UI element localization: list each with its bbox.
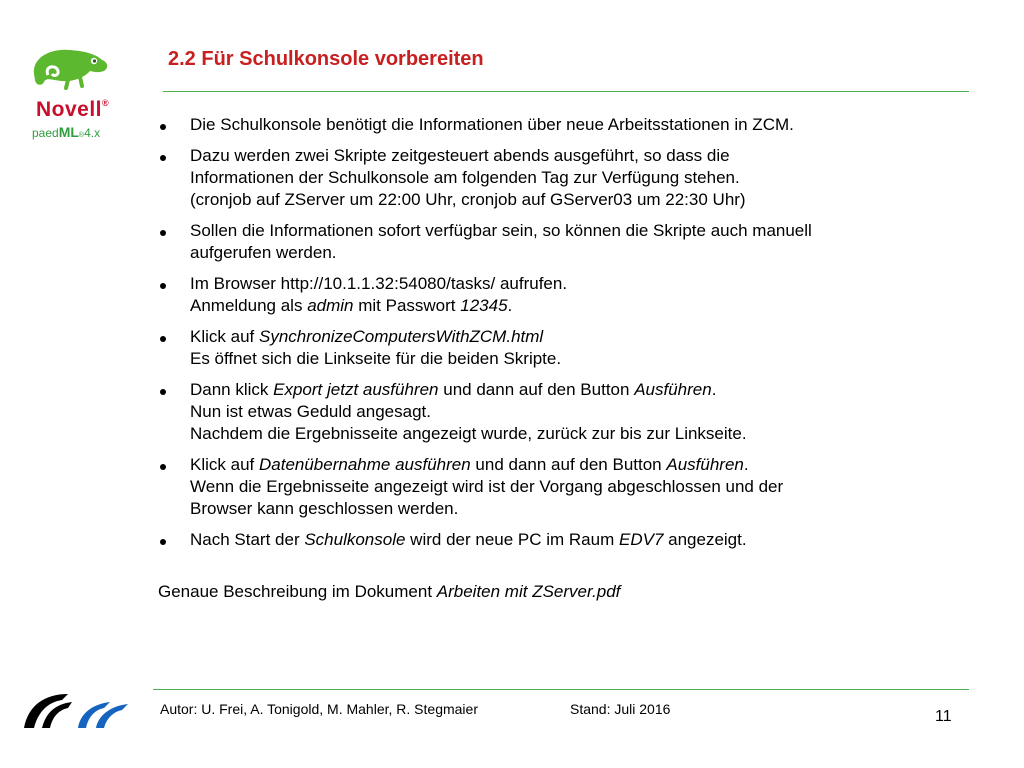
bullet-line: [190, 379, 968, 401]
bullet-item: [158, 114, 968, 136]
bullet-list: [158, 114, 968, 551]
text-segment: .: [711, 380, 717, 399]
header-divider: [163, 91, 969, 92]
italic-term: EDV7: [618, 530, 664, 549]
bullet-line: [190, 273, 968, 295]
bullet-line: [190, 423, 968, 445]
text-segment: Dann klick: [190, 380, 274, 399]
text-segment: Es öffnet sich die Linkseite für die beiden Skripte.: [190, 349, 562, 368]
bullet-item: [158, 326, 968, 370]
bullet-line: [190, 295, 968, 317]
text-segment: mit Passwort: [353, 296, 461, 315]
bullet-line: [190, 348, 968, 370]
slide-content: [158, 114, 968, 603]
footer-logo-icon: [22, 690, 132, 730]
footer-stand: Stand: Juli 2016: [570, 701, 671, 717]
slide-title: 2.2 Für Schulkonsole vorbereiten: [168, 48, 484, 70]
text-segment: und dann auf den Button: [470, 455, 667, 474]
italic-term: 12345: [460, 296, 508, 315]
bullet-item: [158, 145, 968, 211]
text-segment: Nachdem die Ergebnisseite angezeigt wurde, zurück zur bis zur Linkseite.: [190, 424, 747, 443]
italic-term: Schulkonsole: [304, 530, 406, 549]
text-segment: Nach Start der: [190, 530, 305, 549]
bullet-line: [190, 242, 968, 264]
bullet-line: [190, 476, 968, 498]
novell-logo: Novell®: [36, 98, 110, 121]
bullet-item: [158, 529, 968, 551]
bullet-line: [190, 401, 968, 423]
bullet-line: [190, 529, 968, 551]
bullet-item: [158, 379, 968, 445]
text-segment: Sollen die Informationen sofort verfügbar sein, so können die Skripte auch manuell: [190, 221, 812, 240]
bullet-line: [190, 114, 968, 136]
bullet-line: [190, 189, 968, 211]
bullet-item: [158, 220, 968, 264]
italic-term: Ausführen: [634, 380, 712, 399]
italic-term: SynchronizeComputersWithZCM.html: [258, 327, 544, 346]
italic-term: Ausführen: [666, 455, 744, 474]
text-segment: Dazu werden zwei Skripte zeitgesteuert abends ausgeführt, so dass die: [190, 146, 730, 165]
text-segment: Anmeldung als: [190, 296, 308, 315]
footer-author: Autor: U. Frei, A. Tonigold, M. Mahler, R. Stegmaier: [160, 701, 478, 717]
bullet-line: [190, 454, 968, 476]
italic-term: admin: [307, 296, 354, 315]
paedml-logo: paedML®4.x: [32, 124, 101, 140]
text-segment: Browser kann geschlossen werden.: [190, 499, 459, 518]
text-segment: (cronjob auf ZServer um 22:00 Uhr, cronjob auf GServer03 um 22:30 Uhr): [190, 190, 746, 209]
text-segment: wird der neue PC im Raum: [405, 530, 619, 549]
bullet-item: [158, 273, 968, 317]
italic-term: Export jetzt ausführen: [273, 380, 439, 399]
text-segment: Nun ist etwas Geduld angesagt.: [190, 402, 431, 421]
text-segment: Wenn die Ergebnisseite angezeigt wird ist der Vorgang abgeschlossen und der: [190, 477, 784, 496]
footer-divider: [153, 689, 969, 690]
text-segment: Klick auf: [190, 455, 259, 474]
text-segment: und dann auf den Button: [438, 380, 635, 399]
bullet-item: [158, 454, 968, 520]
page-number: 11: [935, 708, 952, 725]
text-segment: Informationen der Schulkonsole am folgenden Tag zur Verfügung stehen.: [190, 168, 740, 187]
text-segment: Die Schulkonsole benötigt die Informationen über neue Arbeitsstationen in ZCM.: [190, 115, 794, 134]
bullet-line: [190, 326, 968, 348]
text-segment: angezeigt.: [663, 530, 747, 549]
bullet-line: [190, 167, 968, 189]
text-segment: aufgerufen werden.: [190, 243, 337, 262]
text-segment: .: [507, 296, 513, 315]
bullet-line: [190, 145, 968, 167]
bullet-line: [190, 220, 968, 242]
chameleon-logo-icon: [28, 44, 110, 90]
text-segment: Klick auf: [190, 327, 259, 346]
text-segment: Im Browser http://10.1.1.32:54080/tasks/ aufrufen.: [190, 274, 568, 293]
closing-note: [158, 581, 968, 603]
text-segment: .: [743, 455, 749, 474]
italic-term: Arbeiten mit ZServer.pdf: [436, 582, 621, 601]
italic-term: Datenübernahme ausführen: [258, 455, 471, 474]
text-segment: Genaue Beschreibung im Dokument: [158, 582, 437, 601]
bullet-line: [190, 498, 968, 520]
